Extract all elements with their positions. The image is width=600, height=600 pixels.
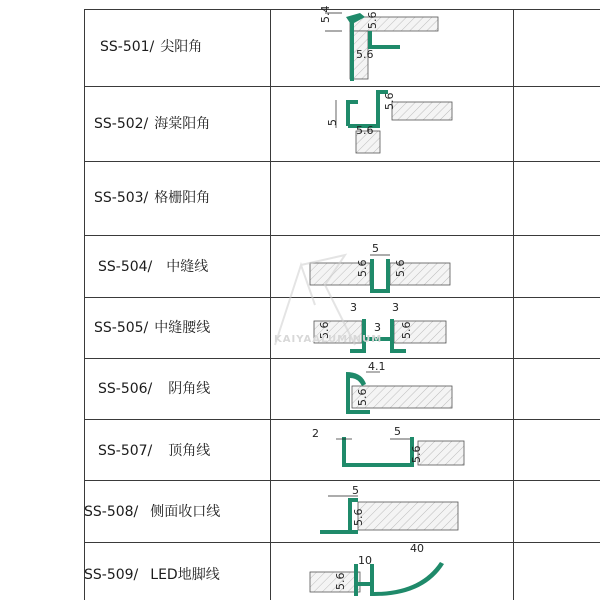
profile-drawing-ss508 [270, 480, 514, 542]
panel-hatch [350, 17, 438, 31]
dimension-label: 10 [358, 554, 372, 567]
product-name: 格栅阳角 [154, 190, 211, 206]
product-code: SS-506/ [98, 381, 153, 397]
row-label-ss507 [84, 442, 284, 460]
profile-drawing-ss506 [270, 358, 514, 419]
product-code: SS-502/ [94, 116, 149, 132]
dimension-label: 5.6 [356, 48, 374, 61]
dimension-label: 5.6 [383, 92, 396, 110]
dimension-label: 5 [352, 484, 359, 497]
panel-hatch [358, 502, 458, 530]
product-code: SS-509/ [84, 567, 139, 583]
panel-hatch [392, 102, 452, 120]
row-label-ss506 [84, 380, 284, 398]
dimension-label: 5.6 [334, 572, 347, 590]
dimension-label: 4.1 [368, 360, 386, 373]
dimension-label: 5.6 [356, 388, 369, 406]
product-name: 顶角线 [168, 443, 211, 459]
row-label-ss501 [84, 38, 286, 56]
row-divider [84, 161, 600, 162]
watermark-text: KAIYAALUMINUM [274, 334, 383, 345]
dimension-label: 5.6 [318, 321, 331, 339]
product-name: 海棠阳角 [154, 116, 211, 132]
product-name: 阴角线 [168, 381, 211, 397]
product-name: 侧面收口线 [150, 504, 221, 520]
dimension-label: 5 [394, 425, 401, 438]
dimension-label: 3 [392, 301, 399, 314]
product-code: SS-505/ [94, 320, 149, 336]
product-code: SS-501/ [100, 39, 155, 55]
dimension-label: 5.6 [394, 259, 407, 277]
dimension-label: 5.6 [400, 321, 413, 339]
dimension-label: 5.6 [356, 124, 374, 137]
product-name: 中缝线 [166, 259, 209, 275]
dimension-label: 3 [374, 321, 381, 334]
dimension-label: 2 [312, 427, 319, 440]
profile-drawing-ss502 [270, 86, 514, 161]
aluminum-profile [342, 437, 414, 467]
profile-drawing-ss507 [270, 419, 514, 480]
dimension-label: 40 [410, 542, 424, 555]
profile-drawing-ss509 [270, 542, 514, 600]
product-code: SS-508/ [84, 504, 139, 520]
aluminum-profile [354, 562, 444, 596]
product-code: SS-504/ [98, 259, 153, 275]
row-label-ss504 [84, 258, 284, 276]
product-code: SS-503/ [94, 190, 149, 206]
row-label-ss509 [84, 566, 270, 584]
dimension-label: 5.4 [319, 5, 332, 23]
dimension-label: 5.6 [410, 445, 423, 463]
dimension-label: 5 [326, 119, 339, 126]
dimension-label: 5 [372, 242, 379, 255]
aluminum-profile [368, 31, 372, 49]
product-code: SS-507/ [98, 443, 153, 459]
row-label-ss508 [84, 503, 270, 521]
row-label-ss502 [84, 115, 280, 133]
aluminum-profile [346, 90, 388, 128]
dimension-label: 5.6 [366, 11, 379, 29]
product-name: 中缝腰线 [154, 320, 211, 336]
row-label-ss503 [84, 189, 280, 207]
product-name: 尖阳角 [160, 39, 203, 55]
dimension-label: 3 [350, 301, 357, 314]
row-label-ss505 [84, 319, 280, 337]
dimension-label: 5.6 [352, 508, 365, 526]
profile-drawing-ss501 [270, 5, 514, 86]
panel-hatch [418, 441, 464, 465]
product-name: LED地脚线 [150, 567, 220, 583]
dimension-label: 5.6 [356, 259, 369, 277]
